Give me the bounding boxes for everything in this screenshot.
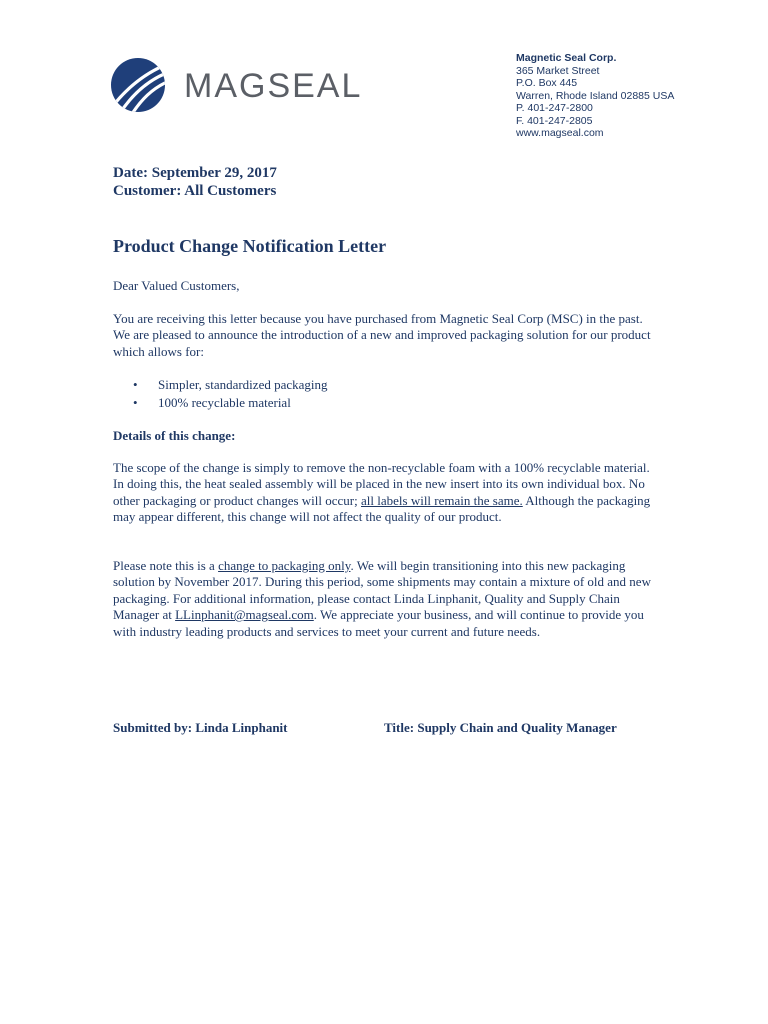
list-item: • Simpler, standardized packaging: [133, 377, 328, 392]
company-name: Magnetic Seal Corp.: [516, 52, 617, 64]
letter-date: Date: September 29, 2017: [113, 165, 277, 181]
contact-email-link[interactable]: LLinphanit@magseal.com: [175, 607, 314, 623]
details-heading: Details of this change:: [113, 428, 236, 443]
submitter-title: Title: Supply Chain and Quality Manager: [384, 720, 617, 735]
letter-customer: Customer: All Customers: [113, 183, 277, 199]
bullet-icon: •: [133, 395, 138, 410]
benefits-list: [113, 376, 633, 412]
packaging-only-emphasis: change to packaging only: [218, 558, 351, 573]
website-line: www.magseal.com: [516, 127, 604, 139]
fax-line: F. 401-247-2805: [516, 114, 593, 127]
letter-title: Product Change Notification Letter: [113, 236, 387, 256]
labels-note: all labels will remain the same.: [361, 492, 523, 508]
bullet-icon: •: [133, 377, 138, 392]
submitted-by: Submitted by: Linda Linphanit: [113, 720, 288, 735]
intro-paragraph: You are receiving this letter because you have purchased from Magnetic Seal Corp (MSC) in the past. We are pleased to announce the introduction of a new and improved packaging solution for our product which allows for:: [113, 311, 651, 359]
phone-line: P. 401-247-2800: [516, 102, 593, 114]
logo-wordmark: MAGSEAL: [184, 67, 363, 105]
note-paragraph: Please note this is a change to packaging only. We will begin transitioning into this new packaging solution by November 2017. During this period, some shipments may contain a mixture of old and new packaging. For additional information, please contact Linda Linphanit, Quality and Supply Chain Manager at LLinphanit@magseal.com. We appreciate your business, and will continue to provide you with industry leading products and services to meet your current and future needs.: [113, 558, 651, 639]
greeting: Dear Valued Customers,: [113, 278, 240, 293]
company-address-block: [516, 52, 726, 140]
address-line: P.O. Box 445: [516, 77, 578, 89]
details-paragraph: The scope of the change is simply to remove the non-recyclable foam with a 100% recyclable material. In doing this, the heat sealed assembly will be placed in the new insert into its own individual box. No other packaging or product changes will occur; all labels will remain the same. Although the packaging may appear different, this change will not affect the quality of our product.: [113, 460, 651, 525]
address-line: Warren, Rhode Island 02885 USA: [516, 89, 675, 102]
address-line: 365 Market Street: [516, 64, 600, 77]
magseal-emblem-icon: [110, 55, 170, 115]
list-item: • 100% recyclable material: [133, 395, 291, 410]
magseal-logo: [110, 55, 370, 115]
